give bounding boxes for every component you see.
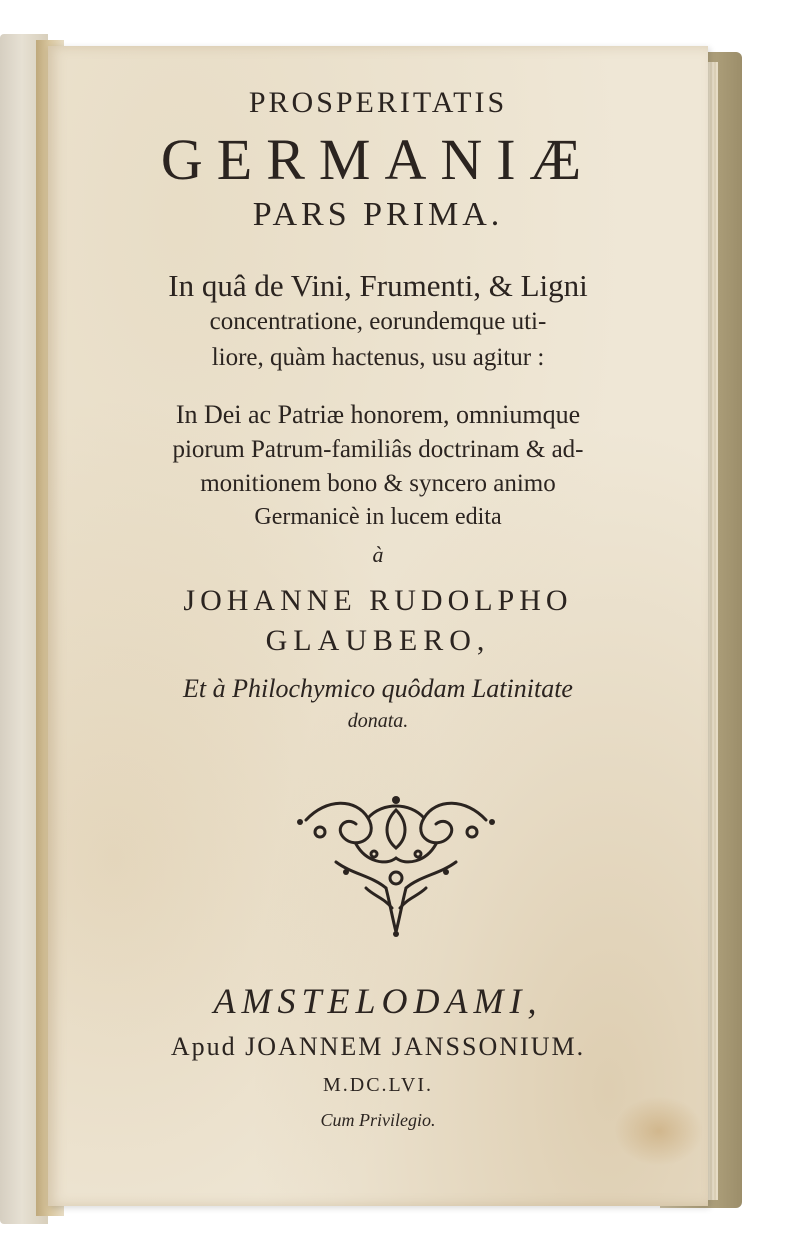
subtitle-line-2: concentratione, eorundemque uti- <box>209 308 547 335</box>
translator-line-1: Et à Philochymico quôdam Latinitate <box>183 674 573 703</box>
imprint-printer: Apud JOANNEM JANSSONIUM. <box>170 1032 586 1061</box>
title-line-germaniae: GERMANIÆ <box>160 127 596 192</box>
dedication-line-1: In Dei ac Patriæ honorem, omniumque <box>175 400 581 429</box>
author-name-line-1: JOHANNE RUDOLPHO <box>183 584 573 617</box>
title-line-prosperitatis: PROSPERITATIS <box>248 86 508 119</box>
translator-line-2: donata. <box>347 710 409 732</box>
printers-fleuron-ornament-icon <box>296 792 496 938</box>
subtitle-line-1: In quâ de Vini, Frumenti, & Ligni <box>168 268 588 303</box>
title-page <box>48 46 708 1206</box>
dedication-line-4: Germanicè in lucem edita <box>254 504 502 530</box>
author-name-line-2: GLAUBERO, <box>265 624 491 657</box>
dedication-line-3: monitionem bono & syncero animo <box>200 470 556 497</box>
foxing-stain <box>614 1096 704 1166</box>
dedication-line-2: piorum Patrum-familiâs doctrinam & ad- <box>172 436 584 463</box>
title-line-pars-prima: PARS PRIMA. <box>252 196 504 233</box>
imprint-date: M.DC.LVI. <box>322 1074 434 1096</box>
author-preposition: à <box>372 542 384 567</box>
subtitle-line-3: liore, quàm hactenus, usu agitur : <box>211 344 545 371</box>
imprint-place: AMSTELODAMI, <box>213 981 543 1021</box>
imprint-privilege: Cum Privilegio. <box>320 1110 436 1130</box>
